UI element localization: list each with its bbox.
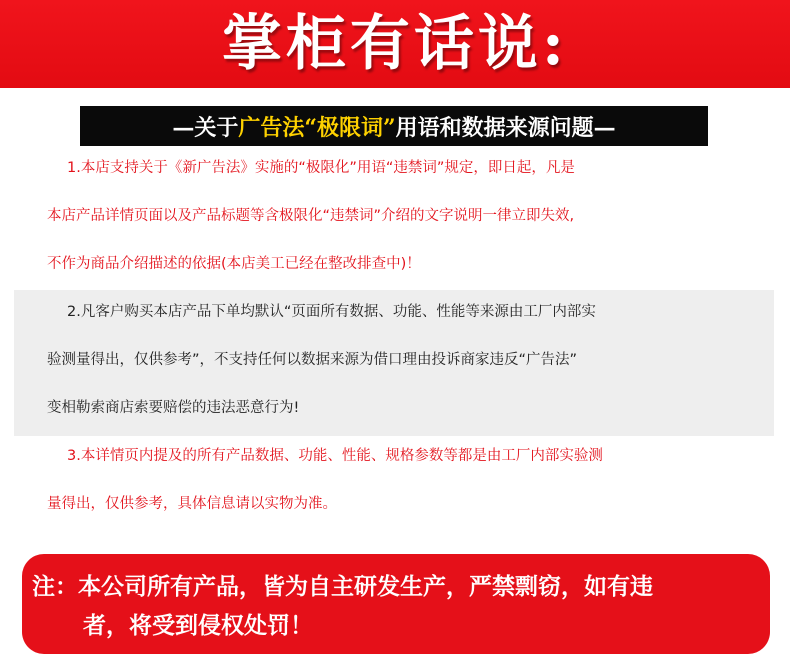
notice-box: [22, 554, 770, 654]
section2-line3: 变相勒索商店索要赔偿的违法恶意行为!: [47, 400, 300, 416]
section3-line2: 量得出，仅供参考，具体信息请以实物为准。: [47, 496, 337, 512]
subheader-suffix: 用语和数据来源问题—: [395, 114, 616, 141]
section2-line2: 验测量得出，仅供参考”，不支持任何以数据来源为借口理由投诉商家违反“广告法”: [47, 352, 578, 368]
section1-line1: 1.本店支持关于《新广告法》实施的“极限化”用语“违禁词”规定，即日起，凡是: [67, 160, 575, 176]
section1-line2: 本店产品详情页面以及产品标题等含极限化“违禁词”介绍的文字说明一律立即失效,: [47, 208, 575, 224]
section2-line1: 2.凡客户购买本店产品下单均默认“页面所有数据、功能、性能等来源由工厂内部实: [67, 304, 596, 320]
subheader-prefix: —关于: [172, 114, 239, 141]
notice-line2: 者，将受到侵权处罚！: [83, 613, 313, 639]
notice-line1: 注：本公司所有产品，皆为自主研发生产，严禁剽窃，如有违: [32, 574, 653, 600]
section3-line1: 3.本详情页内提及的所有产品数据、功能、性能、规格参数等都是由工厂内部实验测: [67, 448, 603, 464]
subheader-highlight: 广告法“极限词”: [238, 114, 396, 141]
subheader-bar: [80, 106, 708, 146]
banner-title: 掌柜有话说:: [221, 9, 569, 79]
header-banner: [0, 0, 790, 88]
section1-line3: 不作为商品介绍描述的依据(本店美工已经在整改排查中)！: [47, 256, 421, 272]
